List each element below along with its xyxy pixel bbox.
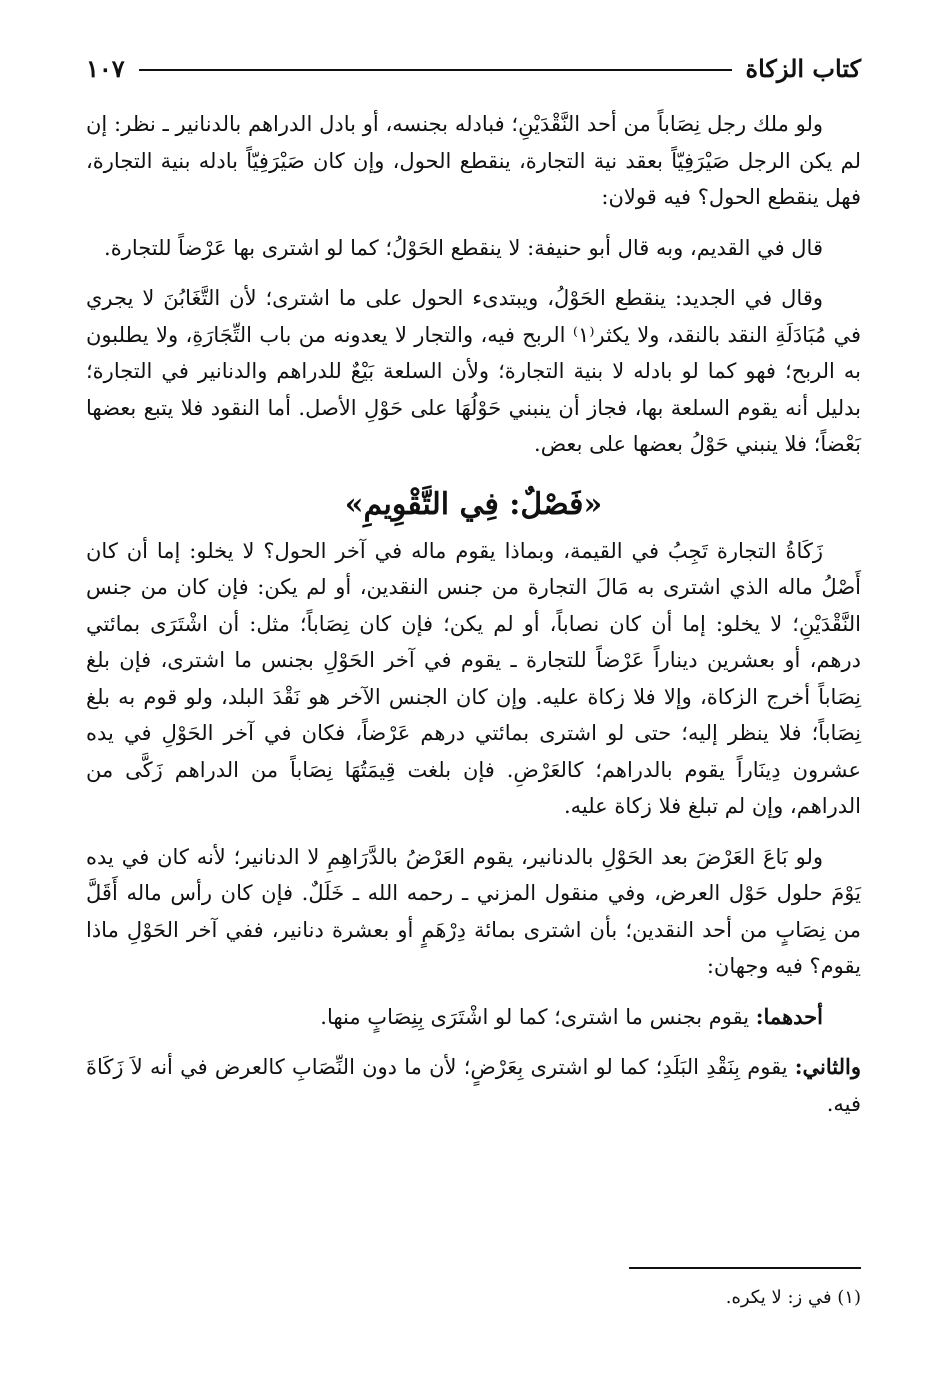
page-header bbox=[86, 48, 861, 88]
view-lead: والثاني: bbox=[794, 1054, 861, 1079]
page-number: ١٠٧ bbox=[86, 53, 125, 83]
paragraph: زَكَاةُ التجارة تَجِبُ في القيمة، وبماذا يقوم ماله في آخر الحول؟ لا يخلو: إما أن كان أَصْلُ ماله الذي اشترى به مَالَ التجارة من جنس النقدين، أو لم يكن: فإن كان من جنس النَّقْدَيْنِ؛ لا يخلو: إما أن كان نصاباً، أو لم يكن؛ فإن كان نِصَاباً؛ مثل: أن اشْتَرَى بمائتي درهم، أو بعشرين ديناراً عَرْضاً للتجارة ـ يقوم في آخر الحَوْلِ بجنس ما اشترى، فإن بلغ نِصَاباً أخرج الزكاة، وإلا فلا زكاة عليه. وإن كان الجنس الآخر هو نَقْدَ البلد، ولو قوم به بلغ نِصَاباً؛ فلا ينظر إليه؛ حتى لو اشترى بمائتي درهم عَرْضاً، فكان في آخر الحَوْلِ في يده عشرون دِينَاراً يقوم بالدراهم؛ كالعَرْضِ. فإن بلغت قِيمَتُهَا نِصَاباً من الدراهم زَكَّى من الدراهم، وإن لم تبلغ فلا زكاة عليه. bbox=[86, 538, 861, 818]
paragraph: وقال في الجديد: ينقطع الحَوْلُ، ويبتدىء الحول على ما اشترى؛ لأن التَّغَابُنَ لا يجري في مُبَادَلَةِ النقد بالنقد، ولا يكثر⁽١⁾ الربح فيه، والتجار لا يعدونه من باب التِّجَارَةِ، ولا يطلبون به الربح؛ فهو كما لو بادله لا بنية التجارة؛ ولأن السلعة بَيْعٌ للدراهم والدنانير في التجارة؛ بدليل أنه يقوم السلعة بها، فجاز أن ينبني حَوْلُهَا على حَوْلِ الأصل. أما النقود فلا يتبع بعضها بَعْضاً؛ فلا ينبني حَوْلُ بعضها على بعض. bbox=[86, 286, 861, 456]
section-heading: «فَصْلٌ: فِي التَّقْوِيمِ» bbox=[344, 486, 603, 522]
header-rule bbox=[139, 69, 732, 71]
running-title: كتاب الزكاة bbox=[745, 53, 861, 83]
view-one bbox=[86, 999, 861, 1036]
paragraph: قال في القديم، وبه قال أبو حنيفة: لا ينقطع الحَوْلُ؛ كما لو اشترى بها عَرْضاً للتجارة. bbox=[104, 235, 823, 260]
paragraph: ولو ملك رجل نِصَاباً من أحد النَّقْدَيْنِ؛ فبادله بجنسه، أو بادل الدراهم بالدنانير ـ نظر: إن لم يكن الرجل صَيْرَفِيّاً بعقد نية التجارة، ينقطع الحول، وإن كان صَيْرَفِيّاً بادله بنية التجارة، فهل ينقطع الحول؟ فيه قولان: bbox=[86, 112, 861, 209]
paragraph: ولو بَاعَ العَرْضَ بعد الحَوْلِ بالدنانير، يقوم العَرْضُ بالدَّرَاهِمِ لا الدنانير؛ لأنه كان في يده يَوْمَ حلول حَوْل العرض، وفي منقول المزني ـ رحمه الله ـ خَلَلٌ. فإن كان رأس ماله أَقَلَّ من نِصَابٍ من أحد النقدين؛ بأن اشترى بمائة دِرْهَمٍ أو بعشرة دنانير، ففي آخر الحَوْلِ ماذا يقوم؟ فيه وجهان: bbox=[86, 844, 861, 978]
view-lead: أحدهما: bbox=[755, 1003, 823, 1029]
footnote: (١) في ز: لا يكره. bbox=[725, 1287, 861, 1308]
view-text: يقوم بجنس ما اشترى؛ كما لو اشْتَرَى بِنِصَابٍ منها. bbox=[320, 1004, 756, 1029]
view-text: يقوم بِنَقْدِ البَلَدِ؛ كما لو اشترى بِعَرْضٍ؛ لأن ما دون النِّصَابِ كالعرض في أنه لاَ زَكَاةَ فيه. bbox=[86, 1055, 861, 1116]
view-two bbox=[86, 1049, 861, 1122]
footnote-rule bbox=[629, 1267, 861, 1269]
